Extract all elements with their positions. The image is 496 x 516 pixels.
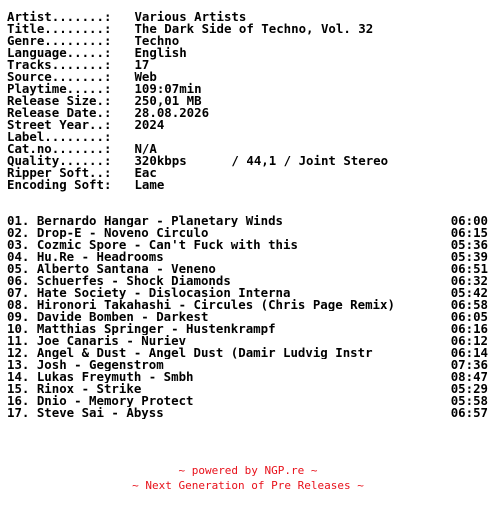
track-title: 05. Alberto Santana - Veneno xyxy=(7,263,216,275)
track-title: 14. Lukas Freymuth - Smbh xyxy=(7,371,194,383)
track-duration: 06:14 xyxy=(450,345,488,360)
info-value: English xyxy=(127,45,187,60)
info-label: Ripper Soft..: xyxy=(7,165,112,180)
info-value: Eac xyxy=(127,165,157,180)
footer-powered-by: ~ powered by NGP.re ~ xyxy=(178,464,318,477)
info-value: 320kbps / 44,1 / Joint Stereo xyxy=(127,153,389,168)
info-value: The Dark Side of Techno, Vol. 32 xyxy=(127,21,374,36)
track-duration: 06:32 xyxy=(450,273,488,288)
track-duration: 06:58 xyxy=(450,297,488,312)
track-title: 02. Drop-E - Noveno Circulo xyxy=(7,227,209,239)
track-duration: 05:39 xyxy=(450,249,488,264)
info-value: 109:07min xyxy=(127,81,202,96)
info-label: Tracks.......: xyxy=(7,57,112,72)
track-row xyxy=(7,383,488,395)
info-label: Genre........: xyxy=(7,33,112,48)
track-row xyxy=(7,227,488,239)
track-title: 08. Hironori Takahashi - Circules (Chris Page Remix) xyxy=(7,299,395,311)
track-title: 03. Cozmic Spore - Can't Fuck with this xyxy=(7,239,298,251)
track-title: 07. Hate Society - Dislocasion Interna xyxy=(7,287,291,299)
info-value: 28.08.2026 xyxy=(127,105,210,120)
track-duration: 06:00 xyxy=(450,213,488,228)
track-row xyxy=(7,359,488,371)
track-duration: 06:57 xyxy=(450,405,488,420)
info-label: Artist.......: xyxy=(7,9,112,24)
track-duration: 06:15 xyxy=(450,225,488,240)
track-title: 17. Steve Sai - Abyss xyxy=(7,407,164,419)
track-title: 04. Hu.Re - Headrooms xyxy=(7,251,164,263)
track-duration: 05:29 xyxy=(450,381,488,396)
info-value: 17 xyxy=(127,57,150,72)
track-duration: 06:16 xyxy=(450,321,488,336)
track-duration: 05:42 xyxy=(450,285,488,300)
track-row xyxy=(7,287,488,299)
info-label: Encoding Soft: xyxy=(7,177,112,192)
info-label: Language.....: xyxy=(7,45,112,60)
info-label: Release Date.: xyxy=(7,105,112,120)
tracklist xyxy=(7,215,488,419)
track-row xyxy=(7,215,488,227)
track-row xyxy=(7,335,488,347)
info-label: Playtime.....: xyxy=(7,81,112,96)
track-row xyxy=(7,275,488,287)
info-label: Quality......: xyxy=(7,153,112,168)
track-title: 13. Josh - Gegenstrom xyxy=(7,359,164,371)
info-value: 2024 xyxy=(127,117,165,132)
track-row xyxy=(7,323,488,335)
track-title: 15. Rinox - Strike xyxy=(7,383,142,395)
track-row xyxy=(7,299,488,311)
info-value: 250,01 MB xyxy=(127,93,202,108)
track-title: 01. Bernardo Hangar - Planetary Winds xyxy=(7,215,284,227)
track-duration: 06:05 xyxy=(450,309,488,324)
track-title: 10. Matthias Springer - Hustenkrampf xyxy=(7,323,276,335)
info-label: Release Size.: xyxy=(7,93,112,108)
track-row xyxy=(7,371,488,383)
track-duration: 07:36 xyxy=(450,357,488,372)
info-label: Title........: xyxy=(7,21,112,36)
track-duration: 06:12 xyxy=(450,333,488,348)
track-title: 11. Joe Canaris - Nuriev xyxy=(7,335,187,347)
info-label: Label........: xyxy=(7,129,112,144)
info-value: Various Artists xyxy=(127,9,247,24)
track-duration: 06:51 xyxy=(450,261,488,276)
track-row xyxy=(7,239,488,251)
track-row xyxy=(7,263,488,275)
nfo-text xyxy=(7,11,488,419)
track-row xyxy=(7,311,488,323)
info-value: Web xyxy=(127,69,157,84)
info-value: Techno xyxy=(127,33,180,48)
info-label: Cat.no.......: xyxy=(7,141,112,156)
info-value: Lame xyxy=(127,177,165,192)
info-label: Source.......: xyxy=(7,69,112,84)
track-row xyxy=(7,347,488,359)
track-duration: 08:47 xyxy=(450,369,488,384)
track-duration: 05:58 xyxy=(450,393,488,408)
track-title: 12. Angel & Dust - Angel Dust (Damir Ludvig Instr xyxy=(7,347,373,359)
footer-tagline: ~ Next Generation of Pre Releases ~ xyxy=(132,479,364,492)
track-row xyxy=(7,407,488,419)
info-value: N/A xyxy=(127,141,157,156)
track-row xyxy=(7,395,488,407)
info-row xyxy=(7,179,488,191)
track-title: 16. Dnio - Memory Protect xyxy=(7,395,194,407)
info-label: Street Year..: xyxy=(7,117,112,132)
track-title: 06. Schuerfes - Shock Diamonds xyxy=(7,275,231,287)
track-title: 09. Davide Bomben - Darkest xyxy=(7,311,209,323)
release-info xyxy=(7,11,488,191)
track-row xyxy=(7,251,488,263)
track-duration: 05:36 xyxy=(450,237,488,252)
spacer xyxy=(7,191,488,215)
